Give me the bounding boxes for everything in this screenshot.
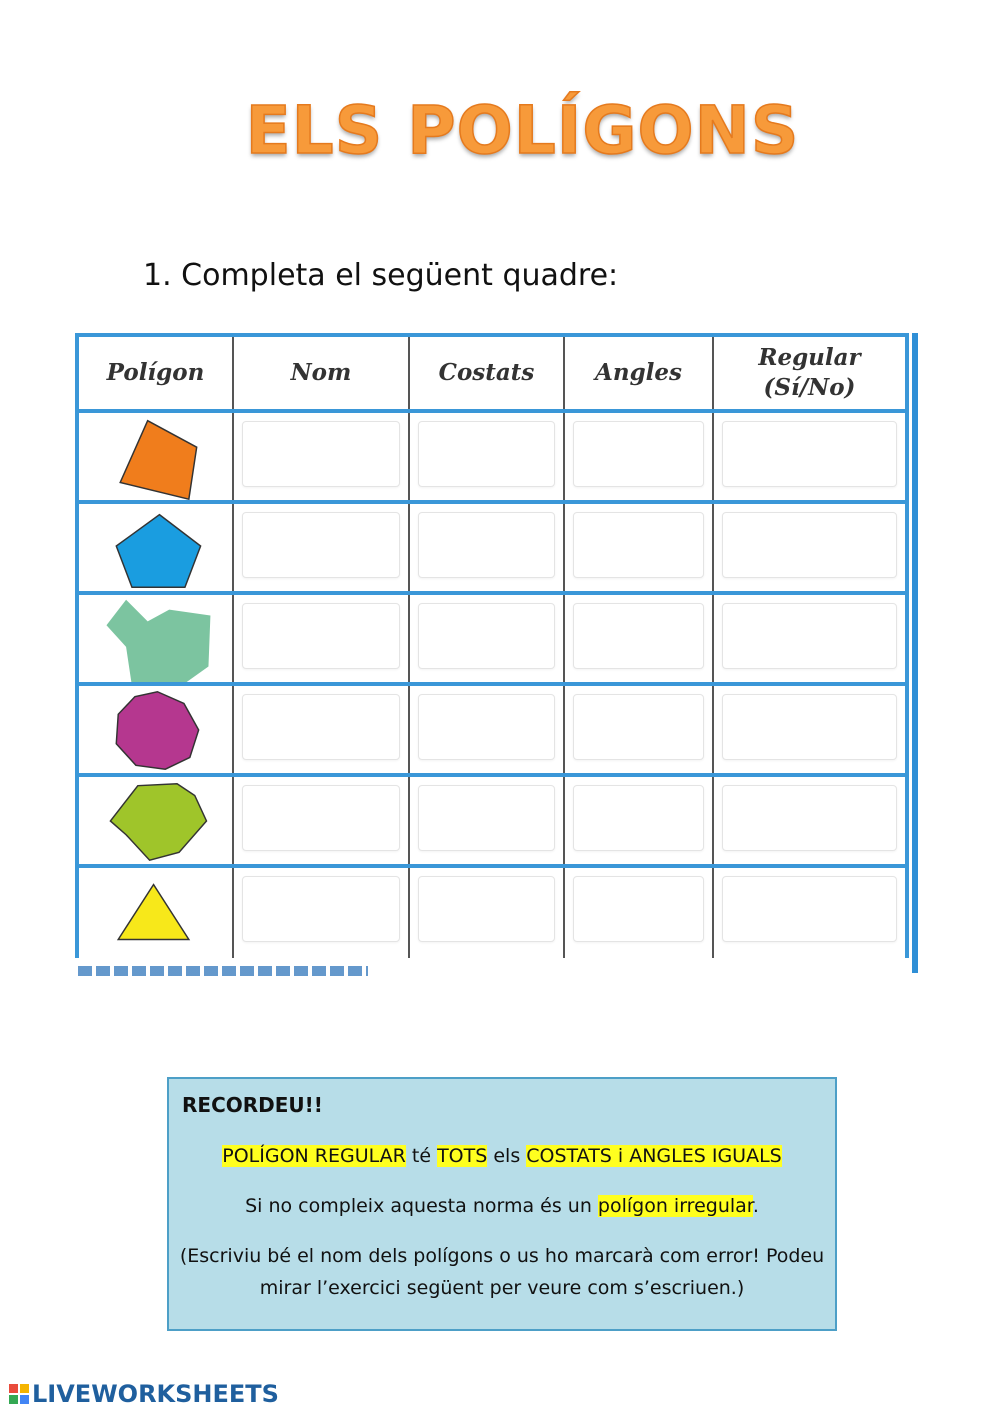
costats-cell xyxy=(409,775,564,866)
angles-input-2[interactable] xyxy=(573,512,704,578)
irregular-polygon-icon xyxy=(79,595,232,682)
costats-cell xyxy=(409,411,564,502)
regular-cell xyxy=(713,411,907,502)
header-costats: Costats xyxy=(409,335,564,411)
regular-cell xyxy=(713,775,907,866)
nom-cell xyxy=(233,684,409,775)
polygon-cell xyxy=(77,502,233,593)
costats-input-5[interactable] xyxy=(418,785,555,851)
triangle-icon xyxy=(79,868,232,958)
table-row xyxy=(77,866,907,958)
angles-input-4[interactable] xyxy=(573,694,704,760)
nom-cell xyxy=(233,593,409,684)
angles-cell xyxy=(564,866,713,958)
polygon-cell xyxy=(77,775,233,866)
header-regular xyxy=(713,335,907,411)
reminder-box xyxy=(167,1077,837,1331)
nom-cell xyxy=(233,775,409,866)
costats-input-3[interactable] xyxy=(418,603,555,669)
angles-input-3[interactable] xyxy=(573,603,704,669)
angles-cell xyxy=(564,593,713,684)
regular-cell xyxy=(713,866,907,958)
costats-input-6[interactable] xyxy=(418,876,555,942)
cropped-watermark xyxy=(78,966,368,976)
nom-input-6[interactable] xyxy=(242,876,400,942)
regular-input-3[interactable] xyxy=(722,603,897,669)
pentagon-icon xyxy=(79,504,232,591)
highlight-poligon-regular: POLÍGON REGULAR xyxy=(222,1145,406,1167)
header-nom: Nom xyxy=(233,335,409,411)
regular-cell xyxy=(713,593,907,684)
text-period: . xyxy=(752,1195,759,1217)
nom-input-5[interactable] xyxy=(242,785,400,851)
reminder-line-regular xyxy=(169,1140,835,1172)
angles-cell xyxy=(564,684,713,775)
polygon-cell xyxy=(77,411,233,502)
table-row xyxy=(77,502,907,593)
reminder-line-irregular xyxy=(169,1190,835,1222)
regular-cell xyxy=(713,502,907,593)
footer-brand-text: LIVEWORKSHEETS xyxy=(32,1380,279,1408)
table-right-edge xyxy=(912,333,918,973)
table-row xyxy=(77,684,907,775)
regular-input-6[interactable] xyxy=(722,876,897,942)
irregular-heptagon-icon xyxy=(79,777,232,864)
reminder-title: RECORDEU!! xyxy=(182,1093,323,1117)
table-header-row xyxy=(77,335,907,411)
nom-cell xyxy=(233,411,409,502)
nom-input-4[interactable] xyxy=(242,694,400,760)
regular-cell xyxy=(713,684,907,775)
costats-cell xyxy=(409,593,564,684)
costats-input-2[interactable] xyxy=(418,512,555,578)
regular-input-4[interactable] xyxy=(722,694,897,760)
table-row xyxy=(77,775,907,866)
table-row xyxy=(77,593,907,684)
nom-input-3[interactable] xyxy=(242,603,400,669)
heptagon-icon xyxy=(79,686,232,773)
highlight-costats-angles: COSTATS i ANGLES IGUALS xyxy=(526,1145,782,1167)
header-regular-line1: Regular xyxy=(758,344,861,371)
costats-cell xyxy=(409,866,564,958)
costats-cell xyxy=(409,502,564,593)
page-title: ELS POLÍGONS xyxy=(245,92,800,169)
polygon-cell xyxy=(77,593,233,684)
costats-input-1[interactable] xyxy=(418,421,555,487)
quadrilateral-icon xyxy=(79,413,232,500)
header-angles: Angles xyxy=(564,335,713,411)
footer-brand[interactable] xyxy=(8,1379,279,1409)
polygon-table xyxy=(75,333,920,973)
highlight-tots: TOTS xyxy=(437,1145,488,1167)
table-row xyxy=(77,411,907,502)
angles-cell xyxy=(564,411,713,502)
regular-input-1[interactable] xyxy=(722,421,897,487)
regular-input-5[interactable] xyxy=(722,785,897,851)
angles-input-1[interactable] xyxy=(573,421,704,487)
highlight-poligon-irregular: polígon irregular xyxy=(597,1195,753,1217)
instruction-text: 1. Completa el següent quadre: xyxy=(143,258,619,293)
text-els: els xyxy=(487,1145,527,1167)
angles-input-5[interactable] xyxy=(573,785,704,851)
regular-input-2[interactable] xyxy=(722,512,897,578)
angles-cell xyxy=(564,502,713,593)
costats-input-4[interactable] xyxy=(418,694,555,760)
header-regular-line2: (Sí/No) xyxy=(763,374,856,401)
text-te: té xyxy=(405,1145,438,1167)
reminder-line-4: mirar l’exercici següent per veure com s’escriuen.) xyxy=(259,1277,745,1299)
liveworksheets-logo-icon xyxy=(8,1383,30,1405)
nom-cell xyxy=(233,502,409,593)
nom-input-2[interactable] xyxy=(242,512,400,578)
angles-cell xyxy=(564,775,713,866)
angles-input-6[interactable] xyxy=(573,876,704,942)
header-poligon: Polígon xyxy=(77,335,233,411)
polygon-cell xyxy=(77,684,233,775)
reminder-line-3: (Escriviu bé el nom dels polígons o us ho marcarà com error! Podeu xyxy=(179,1245,825,1267)
text-norma: Si no compleix aquesta norma és un xyxy=(245,1195,598,1217)
nom-cell xyxy=(233,866,409,958)
costats-cell xyxy=(409,684,564,775)
nom-input-1[interactable] xyxy=(242,421,400,487)
polygon-cell xyxy=(77,866,233,958)
